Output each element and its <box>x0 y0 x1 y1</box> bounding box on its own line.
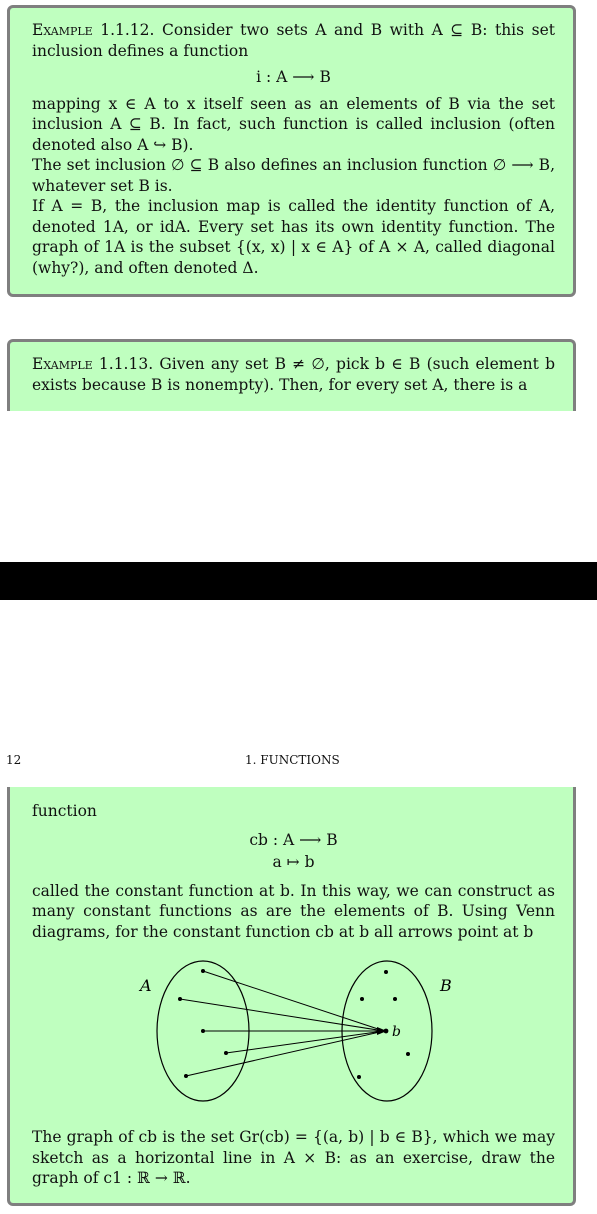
venn-diagram <box>10 947 573 1107</box>
set-b-label: B <box>440 976 452 995</box>
element-dot <box>393 997 397 1001</box>
running-head: 1. FUNCTIONS <box>245 753 340 767</box>
example-text: Consider two sets A and B with A ⊆ B: this set inclusion defines a function <box>32 21 555 60</box>
element-dot <box>201 969 205 973</box>
example-label: Example 1.1.13. <box>32 355 154 373</box>
arrow <box>226 1031 384 1053</box>
example-para: If A = B, the inclusion map is called the identity function of A, denoted 1A, or idA. Every set has its own identity function. The graph of 1A is the subset {(x, x) | x ∈ A} of A × A, called diagonal (why?), and often denoted Δ. <box>32 197 555 277</box>
example-para: The set inclusion ∅ ⊆ B also defines an inclusion function ∅ ⟶ B, whatever set B is. <box>32 156 555 195</box>
graph-para: The graph of cb is the set Gr(cb) = {(a, b) | b ∈ B}, which we may sketch as a horizontal line in A × B: as an exercise, draw the graph of c1 : ℝ → ℝ. <box>32 1128 555 1187</box>
example-1-1-12-intro <box>32 20 555 61</box>
arrow <box>186 1031 384 1076</box>
example-1-1-13-text <box>32 354 555 395</box>
arrow <box>180 999 384 1031</box>
element-dot <box>357 1075 361 1079</box>
inclusion-formula: i : A ⟶ B <box>256 68 331 86</box>
element-dot <box>384 970 388 974</box>
example-para: mapping x ∈ A to x itself seen as an elements of B via the set inclusion A ⊆ B. In fact, such function is called inclusion (often denoted also A ↪ B). <box>32 94 555 154</box>
page-break-bar <box>0 562 597 600</box>
mapping-formula: a ↦ b <box>272 853 315 871</box>
constant-function-box <box>7 787 576 1206</box>
set-a-label: A <box>140 976 152 995</box>
element-dot <box>360 997 364 1001</box>
target-label: b <box>392 1024 401 1040</box>
constant-function-formula: cb : A ⟶ B <box>249 830 338 849</box>
page-number: 12 <box>6 753 22 767</box>
element-dot <box>406 1052 410 1056</box>
example-label: Example 1.1.12. <box>32 21 155 39</box>
continuation-word: function <box>32 802 97 820</box>
element-dot <box>224 1051 228 1055</box>
element-dot <box>201 1029 205 1033</box>
element-dot <box>184 1074 188 1078</box>
element-dot <box>178 997 182 1001</box>
example-text: Given any set B ≠ ∅, pick b ∈ B (such element b exists because B is nonempty). Then, for every set A, there is a <box>32 355 555 394</box>
example-1-1-13-box <box>7 339 576 411</box>
element-dot <box>384 1029 389 1034</box>
example-1-1-12-box <box>7 5 576 297</box>
constant-function-para: called the constant function at b. In this way, we can construct as many constant functions as are the elements of B. Using Venn diagrams, for the constant function cb at b all arrows point at b <box>32 881 555 941</box>
